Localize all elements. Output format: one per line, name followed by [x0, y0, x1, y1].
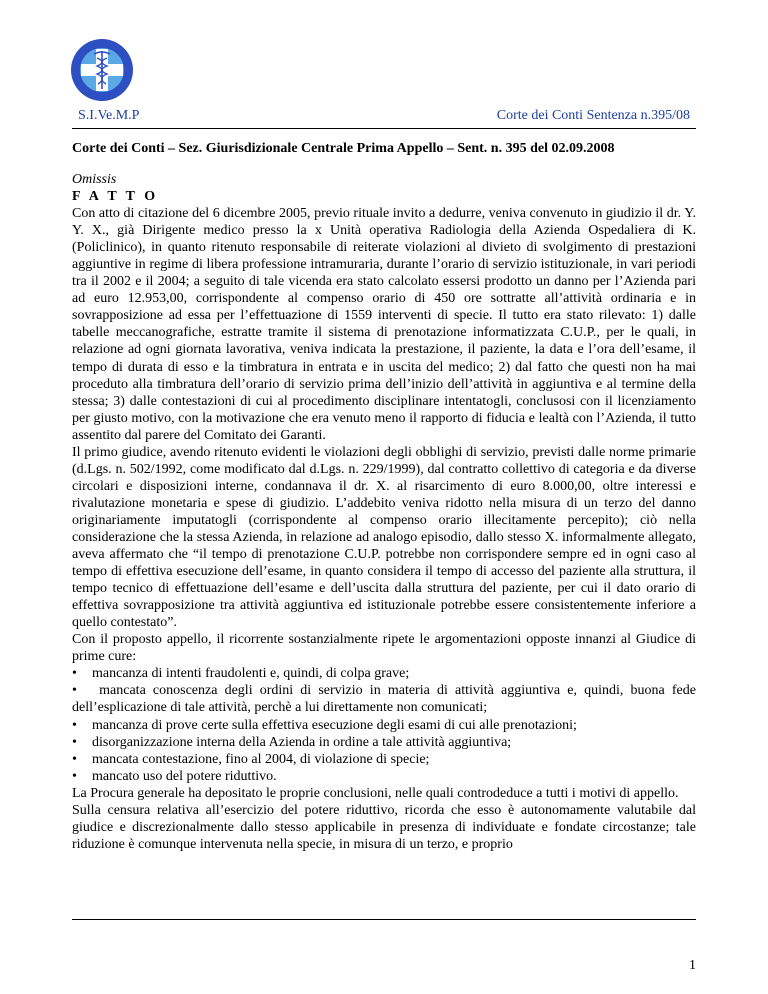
list-item	[72, 682, 696, 716]
document-body	[72, 171, 696, 853]
list-item-text: mancata contestazione, fino al 2004, di violazione di specie;	[92, 751, 430, 767]
page-number: 1	[689, 958, 696, 973]
list-item-text: mancato uso del potere riduttivo.	[92, 768, 277, 784]
paragraph: La Procura generale ha depositato le proprie conclusioni, nelle quali controdeduce a tutti i motivi di appello.	[72, 785, 679, 801]
paragraph: Con il proposto appello, il ricorrente sostanzialmente ripete le argomentazioni opposte innanzi al Giudice di prime cure:	[72, 632, 696, 665]
list-item	[72, 734, 696, 751]
header-right: Corte dei Conti Sentenza n.395/08	[496, 108, 690, 123]
list-item-text: mancanza di intenti fraudolenti e, quindi, di colpa grave;	[92, 666, 410, 682]
page-header	[72, 108, 696, 129]
bullet-symbol: •	[72, 751, 77, 767]
footer-divider	[72, 919, 696, 920]
bullet-symbol: •	[72, 683, 77, 699]
paragraph: Sulla censura relativa all’esercizio del potere riduttivo, ricorda che esso è autonomamente valutabile dal giudice e discrezionalmente dallo stesso applicabile in presenza di individuate e fondate circostanze; tale riduzione è comunque intervenuta nella specie, in misura di un terzo, e proprio	[72, 802, 696, 852]
caduceus-cross-logo	[70, 38, 134, 102]
document-title: Corte dei Conti – Sez. Giurisdizionale Centrale Prima Appello – Sent. n. 395 del 02.09.2008	[72, 141, 615, 156]
header-left: S.I.Ve.M.P	[78, 108, 140, 123]
bullet-symbol: •	[72, 768, 77, 784]
list-item	[72, 768, 696, 785]
bullet-symbol: •	[72, 717, 77, 733]
list-item	[72, 665, 696, 682]
paragraph: Il primo giudice, avendo ritenuto evidenti le violazioni degli obblighi di servizio, previsti dalle norme primarie (d.Lgs. n. 502/1992, come modificato dal d.Lgs. n. 229/1999), dal contratto collettivo di categoria e da diverse circolari e disposizioni interne, condannava il dr. X. al risarcimento di euro 8.000,00, oltre interessi e rivalutazione monetaria e spese di giudizio. L’addebito veniva ridotto nella misura di un terzo del danno originariamente imputatogli (corrispondente al compenso orario illecitamente percepito); ciò nella considerazione che la stessa Azienda, in relazione ad analogo episodio, dallo stesso X. informalmente allegato, aveva affermato che “il tempo di prenotazione C.U.P. potrebbe non corrispondere sempre ed in ogni caso al tempo di effettiva esecuzione dell’esame, in quanto considera il tempo di accesso del paziente alla struttura, il tempo tecnico di effettuazione dell’esame e dell’uscita dalla struttura del paziente, per cui il dato orario di effettiva sovrapposizione tra attività aggiuntiva ed istituzionale potrebbe essere consistentemente inferiore a quello contestato”.	[72, 444, 696, 631]
paragraph: Con atto di citazione del 6 dicembre 2005, previo rituale invito a dedurre, veniva convenuto in giudizio il dr. Y. Y. X., già Dirigente medico presso la x Unità operativa Radiologia della Azienda Ospedaliera di K. (Policlinico), in quanto ritenuto responsabile di reiterate violazioni al divieto di svolgimento di prestazioni aggiuntive in regime di libera professione intramuraria, durante l’orario di servizio istituzionale, in vari periodi tra il 2002 e il 2004; a seguito di tale vicenda era stato calcolato essersi prodotto un danno per l’Azienda pari ad euro 12.953,00, corrispondente al compenso orario di 450 ore sottratte all’attività ordinaria e in sovrapposizione ad essa per l’effettuazione di 1559 interventi di specie. Il tutto era stato rilevato: 1) dalle tabelle meccanografiche, estratte tramite il sistema di prenotazione informatizzata C.U.P., per le quali, in relazione ad ogni giornata lavorativa, veniva indicata la prestazione, il paziente, la data e l’ora dell’esame, il tempo di durata di esso e la timbratura in entrata e in uscita del medico; 2) dal fatto che questi non ha mai proceduto alla timbratura dell’orario di servizio prima dell’inizio dell’attività in aggiuntiva e al termine della stessa; 3) dalle contestazioni di cui al procedimento disciplinare intentatogli, conclusosi con il licenziamento per giusto motivo, con la motivazione che era venuto meno il rapporto di fiducia e lealtà con l’Azienda, il tutto assentito dal parere del Comitato dei Garanti.	[72, 206, 696, 443]
bullet-symbol: •	[72, 734, 77, 750]
section-heading: F A T T O	[72, 189, 159, 205]
list-item	[72, 751, 696, 768]
bullet-symbol: •	[72, 666, 77, 682]
list-item	[72, 717, 696, 734]
list-item-text: disorganizzazione interna della Azienda in ordine a tale attività aggiuntiva;	[92, 734, 512, 750]
list-item-text: mancanza di prove certe sulla effettiva esecuzione degli esami di cui alle prenotazioni;	[92, 717, 577, 733]
omissis-label: Omissis	[72, 172, 117, 187]
list-item-text: mancata conoscenza degli ordini di servizio in materia di attività aggiuntiva e, quindi, buona fede dell’esplicazione di tale attività, perchè a lui direttamente non comunicati;	[72, 683, 696, 716]
